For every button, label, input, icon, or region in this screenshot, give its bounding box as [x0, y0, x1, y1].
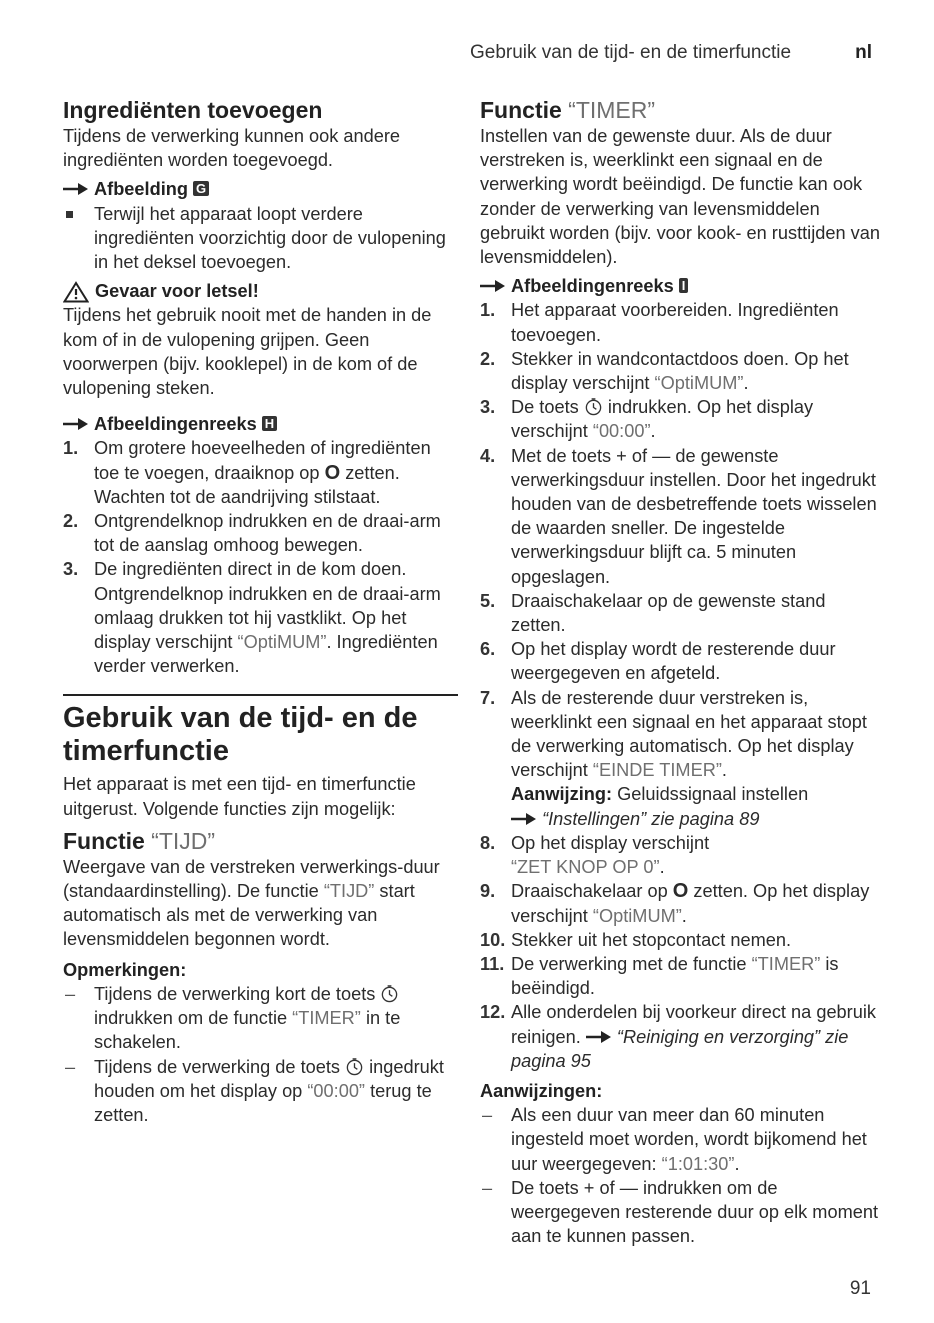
text: in te schakelen. — [94, 1008, 401, 1053]
step-text: indrukken. Op het display verschijnt — [511, 397, 814, 442]
step-item: 11. De verwerking met de functie “TIMER” is beëindigd. — [480, 953, 839, 999]
step-text: Draaischakelaar op — [511, 881, 668, 902]
paragraph-timer: Instellen van de gewenste duur. Als de duur verstreken is, weerklinkt een signaal en de verwerking wordt beëindigd. De functie kan ook zonder de verwerking van levensmiddelen gebruikt worden (bijv. voor kook- en rusttijden van levensmiddelen). — [480, 126, 880, 268]
step-text: De ingrediënten direct in de kom doen. Ontgrendelknop indrukken en de draai-arm omlaag drukken tot hij vastklikt. Op het display verschijnt — [94, 559, 441, 653]
note-item: – Tijdens de verwerking de toets ingedrukt houden om het display op “00:00” terug te zetten. — [65, 1056, 444, 1125]
step-item: 7. Als de resterende duur verstreken is, weerklinkt een signaal en het apparaat stopt de verwerking automatisch. Op het display verschijnt “EINDE TIMER”. Aanwijzing: Geluidssignaal instellen “Instellingen” zie pagina 89 — [480, 687, 867, 829]
step-text: zetten. Wachten tot de aandrijving stilstaat. — [94, 462, 400, 507]
right-column — [480, 96, 880, 1248]
series-letter-badge: H — [262, 416, 277, 431]
series-reference — [63, 412, 458, 436]
note-item: – Als een duur van meer dan 60 minuten ingesteld moet worden, wordt bijkomend het uur weergegeven: “1:01:30”. — [482, 1105, 867, 1174]
bullet-text: Terwijl het apparaat loopt verdere ingrediënten voorzichtig door de vulopening in het deksel toevoegen. — [94, 203, 446, 273]
display-text: “00:00” — [307, 1080, 365, 1101]
series-reference-label: Afbeeldingenreeks — [94, 414, 257, 435]
step-text: Alle onderdelen bij voorkeur direct na gebruik reinigen. — [511, 1002, 876, 1047]
step-text: of — [631, 445, 648, 466]
bullet-item — [63, 202, 458, 275]
heading-text: Functie — [63, 827, 145, 854]
notes-title: Aanwijzingen: — [480, 1080, 603, 1101]
plus-key-icon: + — [616, 445, 627, 466]
step-text: . Ingrediënten verder verwerken. — [94, 632, 438, 677]
running-header — [470, 42, 874, 70]
arrow-right-icon — [63, 412, 89, 436]
step-text: is beëindigd. — [511, 953, 839, 999]
step-text: Als de resterende duur verstreken is, weerklinkt een signaal en het apparaat stopt de verwerking automatisch. Op het display verschijnt — [511, 687, 867, 781]
step-text: De verwerking met de functie — [511, 953, 747, 974]
text: De toets — [511, 1177, 579, 1198]
text: Tijdens de verwerking de toets — [94, 1056, 340, 1077]
clock-icon — [584, 397, 603, 416]
note-label: Aanwijzing: — [511, 784, 613, 805]
series-letter-badge: I — [679, 278, 689, 293]
note-item: – De toets + of — indrukken om de weergegeven resterende duur op elk moment aan te kunnen passen. — [482, 1177, 879, 1247]
step-item: 1. Om grotere hoeveelheden of ingrediënten toe te voegen, draaiknop op O zetten. Wachten tot de aandrijving stilstaat. — [63, 438, 431, 507]
figure-reference-label: Afbeelding — [94, 179, 188, 200]
heading-display-text: “TIJD” — [151, 827, 216, 854]
warning-title-text: Gevaar voor letsel! — [95, 281, 259, 302]
arrow-right-icon — [63, 177, 89, 201]
section-intro: Het apparaat is met een tijd- en timerfunctie uitgerust. Volgende functies zijn mogelijk: — [63, 774, 416, 819]
header-title: Gebruik van de tijd- en de timerfunctie — [470, 42, 792, 63]
text: indrukken om de functie — [94, 1008, 288, 1029]
text: ingedrukt houden om het display op — [94, 1056, 444, 1101]
step-item: 10. Stekker uit het stopcontact nemen. — [480, 929, 792, 950]
step-text: Stekker in wandcontactdoos doen. Op het display verschijnt — [511, 348, 849, 394]
text: Weergave van de verstreken verwerkings-duur (standaardinstelling). De functie — [63, 856, 440, 902]
step-item: 2. Ontgrendelknop indrukken en de draai-arm tot de aanslag omhoog bewegen. — [63, 511, 441, 556]
display-text: “ZET KNOP OP 0” — [511, 857, 660, 878]
step-text: Geluidssignaal instellen — [617, 784, 809, 805]
cross-reference-link[interactable]: “Reiniging en verzorging” zie pagina 95 — [511, 1026, 849, 1071]
step-item: 9. Draaischakelaar op O zetten. Op het display verschijnt “OptiMUM”. — [480, 880, 870, 926]
clock-icon — [380, 984, 399, 1003]
arrow-right-icon — [511, 809, 537, 829]
left-column — [63, 96, 458, 1127]
step-item: 4. Met de toets + of — de gewenste verwerkingsduur instellen. Door het ingedrukt houden van de desbetreffende toets wisselen de waarden sneller. De ingestelde verwerkingsduur blijft ca. 5 minuten opgeslagen. — [480, 445, 877, 587]
figure-reference — [63, 177, 458, 201]
display-text: “OptiMUM” — [592, 905, 682, 926]
display-text: “1:01:30” — [661, 1153, 735, 1174]
step-text: Ontgrendelknop indrukken en de draai-arm tot de aanslag omhoog bewegen. — [94, 511, 441, 556]
header-language: nl — [855, 42, 872, 63]
step-text: Draaischakelaar op de gewenste stand zetten. — [511, 590, 826, 636]
steps-list — [480, 298, 880, 1073]
step-item: 3. De ingrediënten direct in de kom doen. Ontgrendelknop indrukken en de draai-arm omlaag drukken tot hij vastklikt. Op het display verschijnt “OptiMUM”. Ingrediënten verder verwerken. — [63, 559, 441, 677]
page-number: 91 — [849, 1278, 871, 1299]
warning-triangle-icon — [63, 281, 89, 303]
heading-display-text: “TIMER” — [568, 97, 656, 123]
step-item: 5. Draaischakelaar op de gewenste stand zetten. — [480, 590, 826, 636]
display-text: “TIMER” — [751, 953, 821, 974]
series-reference-label: Afbeeldingenreeks — [511, 276, 674, 297]
minus-key-icon: — — [652, 445, 671, 466]
section-divider — [63, 694, 458, 696]
section-heading: Gebruik van de tijd- en de timerfunctie — [63, 702, 418, 768]
display-text: “TIJD” — [323, 881, 375, 902]
figure-letter-badge: G — [193, 181, 209, 196]
step-text: Op het display verschijnt — [511, 832, 710, 853]
text: Tijdens de verwerking kort de toets — [94, 983, 376, 1004]
step-item: 1. Het apparaat voorbereiden. Ingrediënten toevoegen. — [480, 300, 839, 345]
heading-function-timer — [480, 96, 880, 124]
heading-text: Functie — [480, 97, 562, 123]
text: of — [599, 1177, 615, 1198]
bullet-square-icon — [66, 211, 73, 218]
arrow-right-icon — [480, 274, 506, 298]
paragraph-tijd — [63, 855, 458, 952]
step-text: Met de toets — [511, 445, 612, 466]
note-item: – Tijdens de verwerking kort de toets indrukken om de functie “TIMER” in te schakelen. — [65, 983, 401, 1053]
minus-key-icon: — — [619, 1177, 638, 1198]
warning-text: Tijdens het gebruik nooit met de handen in de kom of in de vulopening grijpen. Geen voorwerpen (bijv. kooklepel) in de kom of de vulopening steken. — [63, 305, 432, 399]
text: indrukken om de weergegeven resterende duur op elk moment aan te kunnen passen. — [511, 1177, 879, 1247]
arrow-right-icon — [586, 1027, 612, 1047]
text: terug te zetten. — [94, 1080, 432, 1125]
heading-ingredients: Ingrediënten toevoegen — [63, 97, 323, 123]
heading-function-tijd — [63, 827, 458, 855]
step-text: Stekker uit het stopcontact nemen. — [511, 929, 792, 950]
text: Als een duur van meer dan 60 minuten ingesteld moet worden, wordt bijkomend het uur weergegeven: — [511, 1105, 867, 1174]
step-item: 12. Alle onderdelen bij voorkeur direct na gebruik reinigen. “Reiniging en verzorging” zie pagina 95 — [480, 1002, 876, 1071]
text: start automatisch als met de verwerking van levensmiddelen begonnen wordt. — [63, 881, 415, 950]
cross-reference-link[interactable]: “Instellingen” zie pagina 89 — [542, 808, 760, 829]
display-text: “OptiMUM” — [654, 373, 744, 394]
notes-title: Opmerkingen: — [63, 959, 187, 980]
step-text: de gewenste verwerkingsduur instellen. Door het ingedrukt houden van de desbetreffende toets wisselen de waarden sneller. De ingestelde verwerkingsduur blijft ca. 5 minuten opgeslagen. — [511, 445, 877, 587]
display-text: “00:00” — [592, 421, 651, 442]
step-text: Op het display wordt de resterende duur weergegeven en afgeteld. — [511, 639, 836, 684]
steps-list — [63, 436, 458, 678]
off-position-icon: O — [324, 461, 341, 484]
step-item: 6. Op het display wordt de resterende duur weergegeven en afgeteld. — [480, 639, 836, 684]
step-item: 8. Op het display verschijnt “ZET KNOP OP 0”. — [480, 832, 710, 878]
warning-title — [63, 279, 458, 303]
series-reference — [480, 274, 880, 298]
step-text: Het apparaat voorbereiden. Ingrediënten toevoegen. — [511, 300, 839, 345]
display-text: “OptiMUM” — [237, 632, 327, 653]
step-text: De toets — [511, 397, 579, 418]
clock-icon — [345, 1057, 364, 1076]
plus-key-icon: + — [583, 1177, 595, 1198]
step-text: Om grotere hoeveelheden of ingrediënten toe te voegen, draaiknop op — [94, 438, 431, 483]
display-text: “TIMER” — [292, 1008, 361, 1029]
off-position-icon: O — [672, 880, 689, 903]
paragraph-ingredients: Tijdens de verwerking kunnen ook andere ingrediënten worden toegevoegd. — [63, 126, 401, 171]
step-text: zetten. Op het display verschijnt — [511, 881, 870, 926]
step-item: 3. De toets indrukken. Op het display verschijnt “00:00”. — [480, 397, 814, 442]
step-item: 2. Stekker in wandcontactdoos doen. Op het display verschijnt “OptiMUM”. — [480, 348, 849, 394]
display-text: “EINDE TIMER” — [592, 760, 722, 781]
